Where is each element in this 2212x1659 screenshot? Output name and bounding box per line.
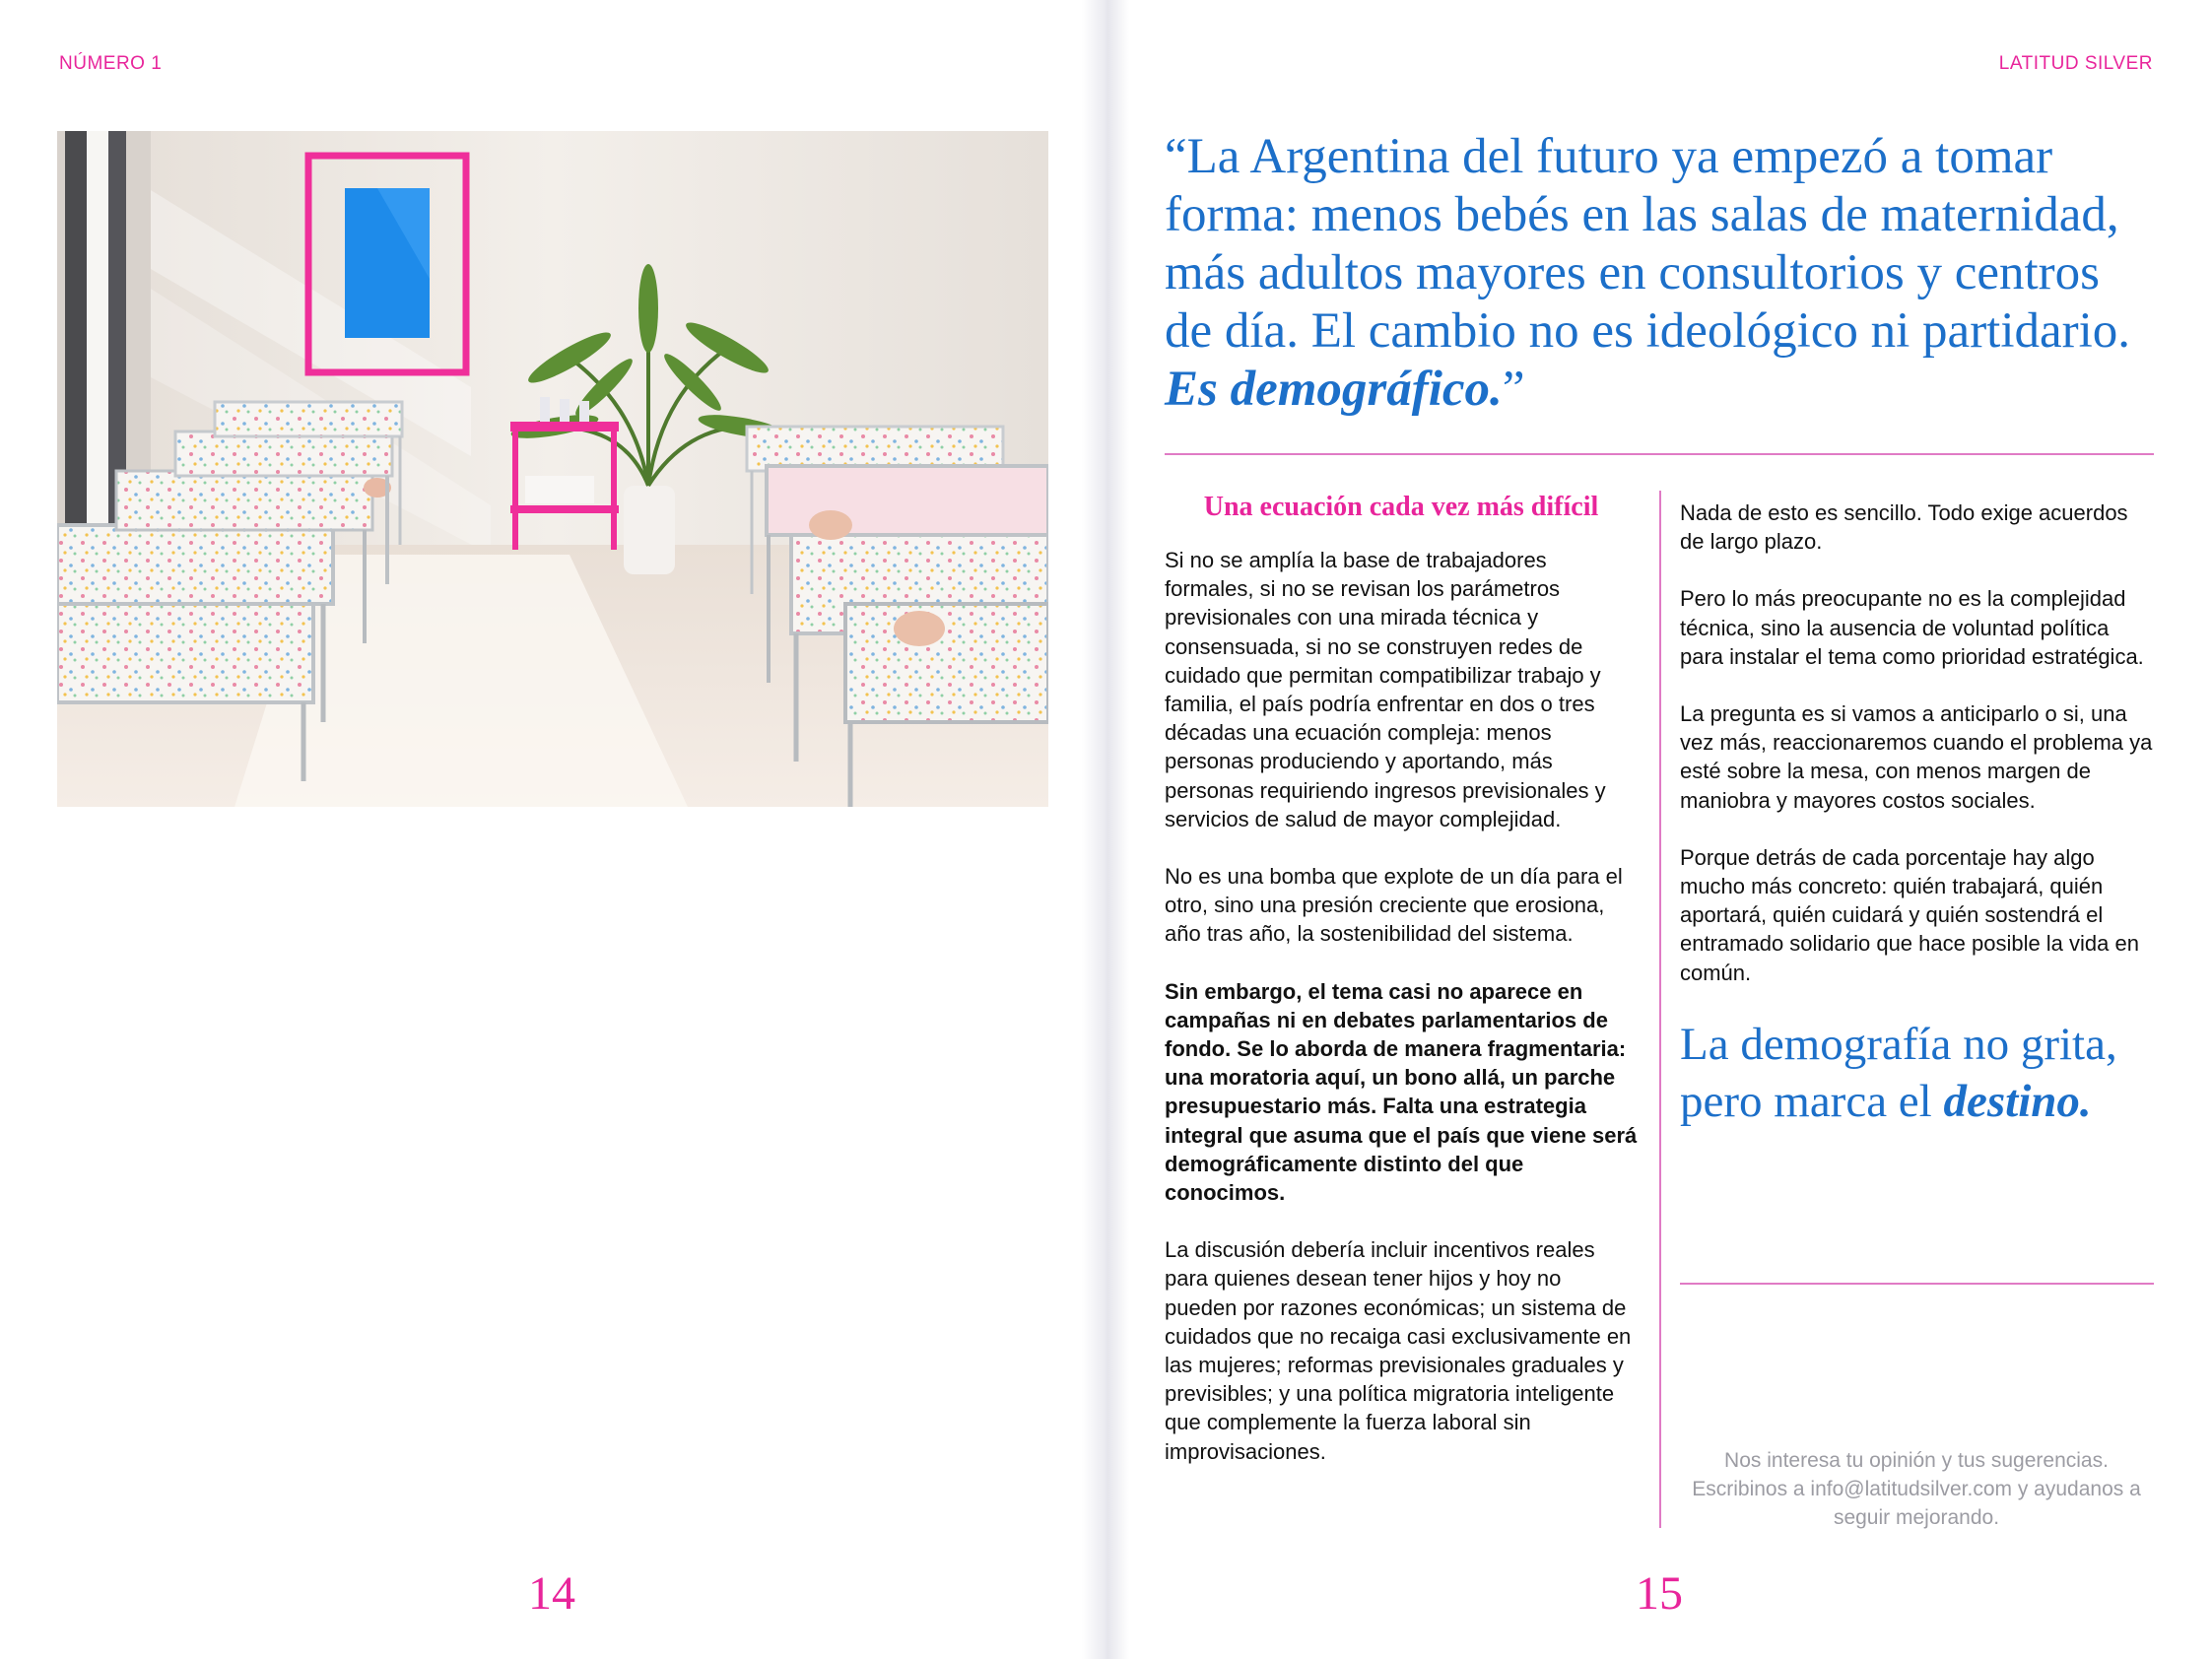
bottom-divider: [1680, 1283, 2154, 1285]
closing-text: La demografía no grita, pero marca el: [1680, 1018, 2117, 1127]
top-divider: [1165, 453, 2154, 455]
page-gutter: [1082, 0, 1129, 1659]
paragraph: La discusión debería incluir incentivos reales para quienes desean tener hijos y hoy no pueden por razones económicas; un sistema de cuidados que no recaiga casi exclusivamente en las mujeres; reformas previsionales graduales y previsibles; y una política migratoria inteligente que complemente la fuerza laboral sin improvisaciones.: [1165, 1237, 1632, 1464]
closing-statement: [1680, 1016, 2153, 1130]
paragraph: La pregunta es si vamos a anticiparlo o si, una vez más, reaccionaremos cuando el problema ya esté sobre la mesa, con menos margen de maniobra y mayores costos sociales.: [1680, 701, 2153, 813]
paragraph: No es una bomba que explote de un día para el otro, sino una presión creciente que erosiona, año tras año, la sostenibilidad del sistema.: [1165, 864, 1623, 947]
page-number-right: 15: [1636, 1567, 1683, 1620]
paragraph: Porque detrás de cada porcentaje hay algo mucho más concreto: quién trabajará, quién aportará, quién cuidará y quién sostendrá el entramado solidario que hace posible la vida en común.: [1680, 844, 2139, 985]
nursery-illustration: [57, 131, 1048, 807]
paragraph: Si no se amplía la base de trabajadores formales, si no se revisan los parámetros previsionales con una mirada técnica y consensuada, si no se construyen redes de cuidado que permitan compatibilizar trabajo y familia, el país podría enfrentar en dos o tres décadas una ecuación compleja: menos personas produciendo y aportando, más personas requiriendo ingresos previsionales y servicios de salud de mayor complejidad.: [1165, 548, 1606, 831]
reader-feedback-note: Nos interesa tu opinión y tus sugerencias. Escribinos a info@latitudsilver.com y ayudanos a seguir mejorando.: [1692, 1449, 2141, 1529]
paragraph-highlight: Sin embargo, el tema casi no aparece en campañas ni en debates parlamentarios de fondo. Se lo aborda de manera fragmentaria: una moratoria aquí, un bono allá, un parche presupuestario más. Falta una estrategia integral que asuma que el país que viene será demográficamente distinto del que conocimos.: [1165, 978, 1638, 1206]
pull-quote-emphasis: Es demográfico.: [1165, 362, 1503, 417]
paragraph: Pero lo más preocupante no es la complejidad técnica, sino la ausencia de voluntad política para instalar el tema como prioridad estratégica.: [1680, 586, 2144, 669]
article-subhead: Una ecuación cada vez más difícil: [1203, 492, 1599, 522]
article-column-left: [1165, 493, 1638, 1494]
closing-emphasis: destino.: [1943, 1075, 2092, 1127]
issue-number: NÚMERO 1: [59, 53, 163, 74]
publication-name: LATITUD SILVER: [1998, 53, 2153, 74]
article-column-right: [1680, 498, 2153, 1130]
pull-quote: [1165, 128, 2150, 419]
pull-quote-close: ”: [1502, 362, 1525, 417]
page-number-left: 14: [528, 1567, 575, 1620]
pull-quote-text: “La Argentina del futuro ya empezó a tomar forma: menos bebés en las salas de maternidad, más adultos mayores en consultorios y centros de día. El cambio no es ideológico ni partidario.: [1165, 129, 2131, 359]
paragraph: Nada de esto es sencillo. Todo exige acuerdos de largo plazo.: [1680, 500, 2128, 555]
column-divider: [1659, 491, 1661, 1528]
nursery-photo: [57, 131, 1048, 807]
